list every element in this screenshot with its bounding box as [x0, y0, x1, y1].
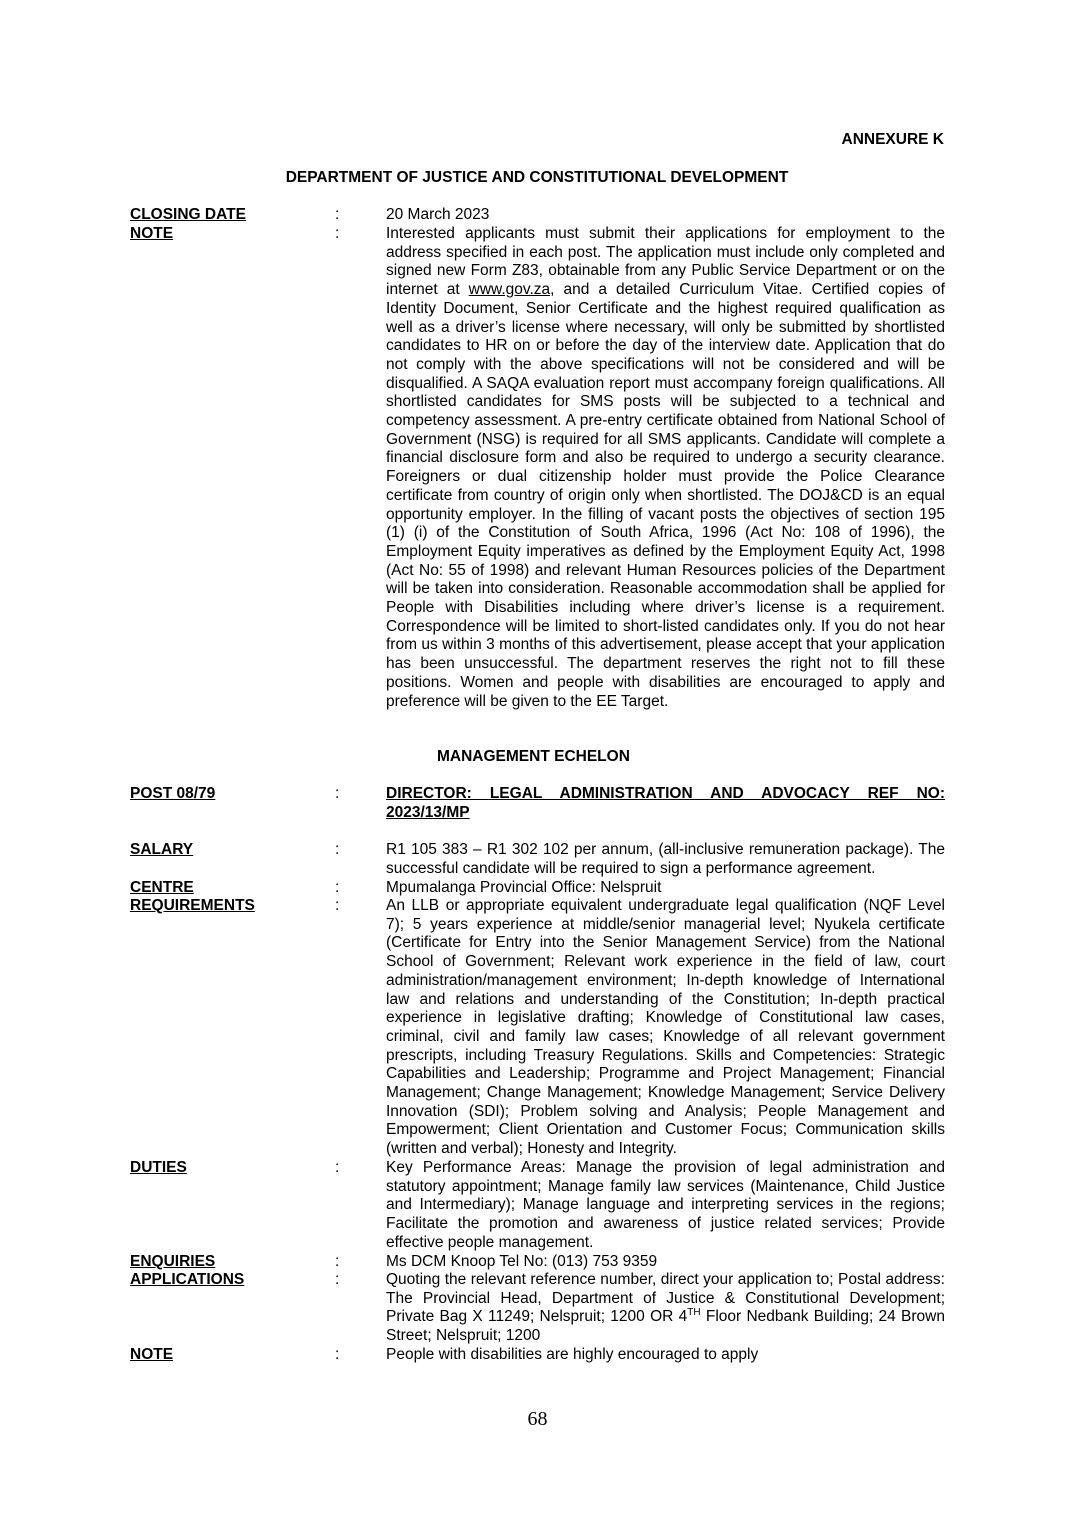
- colon: :: [335, 1346, 340, 1363]
- colon: :: [335, 841, 340, 858]
- applications-value: Quoting the relevant reference number, direct your application to; Postal address: The Provincial Head, Department of Justice & Constitutional Development; Private Bag X 11249; Nelspruit; 1200 OR 4TH Floor Nedbank Building; 24 Brown Street; Nelspruit; 1200: [386, 1271, 945, 1345]
- note-label: NOTE: [130, 225, 174, 242]
- centre-value: Mpumalanga Provincial Office: Nelspruit: [386, 879, 662, 896]
- gov-website-link[interactable]: www.gov.za,: [468, 281, 555, 299]
- closing-date-value: 20 March 2023: [386, 206, 490, 223]
- enquiries-value: Ms DCM Knoop Tel No: (013) 753 9359: [386, 1253, 658, 1270]
- colon: :: [335, 1253, 340, 1270]
- post-title: DIRECTOR: LEGAL ADMINISTRATION AND ADVOCACY REF NO: 2023/13/MP: [386, 785, 945, 821]
- post-note-value: People with disabilities are highly encouraged to apply: [386, 1346, 759, 1363]
- centre-label: CENTRE: [130, 879, 194, 896]
- applications-label: APPLICATIONS: [130, 1271, 245, 1288]
- colon: :: [335, 785, 340, 802]
- duties-value: Key Performance Areas: Manage the provision of legal administration and statutory appointment; Manage family law services (Maintenance, Child Justice and Intermediary); Manage language and interpreting services in the regions; Facilitate the promotion and awareness of justice related services; Provide effective people management.: [386, 1159, 945, 1251]
- annexure-heading: ANNEXURE K: [841, 131, 944, 148]
- colon: :: [335, 206, 340, 223]
- salary-label: SALARY: [130, 841, 194, 858]
- page-number: 68: [527, 1408, 548, 1430]
- closing-date-label: CLOSING DATE: [130, 206, 246, 223]
- colon: :: [335, 1271, 340, 1288]
- colon: :: [335, 879, 340, 896]
- colon: :: [335, 1159, 340, 1176]
- department-heading: DEPARTMENT OF JUSTICE AND CONSTITUTIONAL DEVELOPMENT: [285, 169, 789, 186]
- colon: :: [335, 225, 340, 242]
- requirements-value: An LLB or appropriate equivalent undergraduate legal qualification (NQF Level 7); 5 years experience at middle/senior managerial level; Nyukela certificate (Certificate for Entry into the Senior Management Service) from the National School of Government; Relevant work experience in the field of law, court administration/management environment; In-depth knowledge of International law and relations and understanding of the Constitution; In-depth practical experience in legislative drafting; Knowledge of Constitutional law cases, criminal, civil and family law cases; Knowledge of all relevant government prescripts, including Treasury Regulations. Skills and Competencies: Strategic Capabilities and Leadership; Programme and Project Management; Financial Management; Change Management; Knowledge Management; Service Delivery Innovation (SDI); Problem solving and Analysis; People Management and Empowerment; Client Orientation and Customer Focus; Communication skills (written and verbal); Honesty and Integrity.: [386, 897, 945, 1158]
- colon: :: [335, 897, 340, 914]
- post-label: POST 08/79: [130, 785, 216, 802]
- requirements-label: REQUIREMENTS: [130, 897, 255, 914]
- duties-label: DUTIES: [130, 1159, 187, 1176]
- salary-value: R1 105 383 – R1 302 102 per annum, (all-inclusive remuneration package). The successful candidate will be required to sign a performance agreement.: [386, 841, 945, 877]
- management-echelon-heading: MANAGEMENT ECHELON: [437, 748, 630, 765]
- enquiries-label: ENQUIRIES: [130, 1253, 216, 1270]
- post-note-label: NOTE: [130, 1346, 174, 1363]
- general-note-text: Interested applicants must submit their applications for employment to the address specified in each post. The application must include only completed and signed new Form Z83, obtainable from any Public Service Department or on the internet at www.gov.za, and a detailed Curriculum Vitae. Certified copies of Identity Document, Senior Certificate and the highest required qualification as well as a driver’s license where necessary, will only be submitted by shortlisted candidates to HR on or before the day of the interview date. Application that do not comply with the above specifications will not be considered and will be disqualified. A SAQA evaluation report must accompany foreign qualifications. All shortlisted candidates for SMS posts will be subjected to a technical and competency assessment. A pre-entry certificate obtained from National School of Government (NSG) is required for all SMS applicants. Candidate will complete a financial disclosure form and also be required to undergo a security clearance. Foreigners or dual citizenship holder must provide the Police Clearance certificate from country of origin only when shortlisted. The DOJ&CD is an equal opportunity employer. In the filling of vacant posts the objectives of section 195 (1) (i) of the Constitution of South Africa, 1996 (Act No: 108 of 1996), the Employment Equity imperatives as defined by the Employment Equity Act, 1998 (Act No: 55 of 1998) and relevant Human Resources policies of the Department will be taken into consideration. Reasonable accommodation shall be applied for People with Disabilities including where driver’s license is a requirement. Correspondence will be limited to short-listed candidates only. If you do not hear from us within 3 months of this advertisement, please accept that your application has been unsuccessful. The department reserves the right not to fill these positions. Women and people with disabilities are encouraged to apply and preference will be given to the EE Target.: [386, 225, 945, 710]
